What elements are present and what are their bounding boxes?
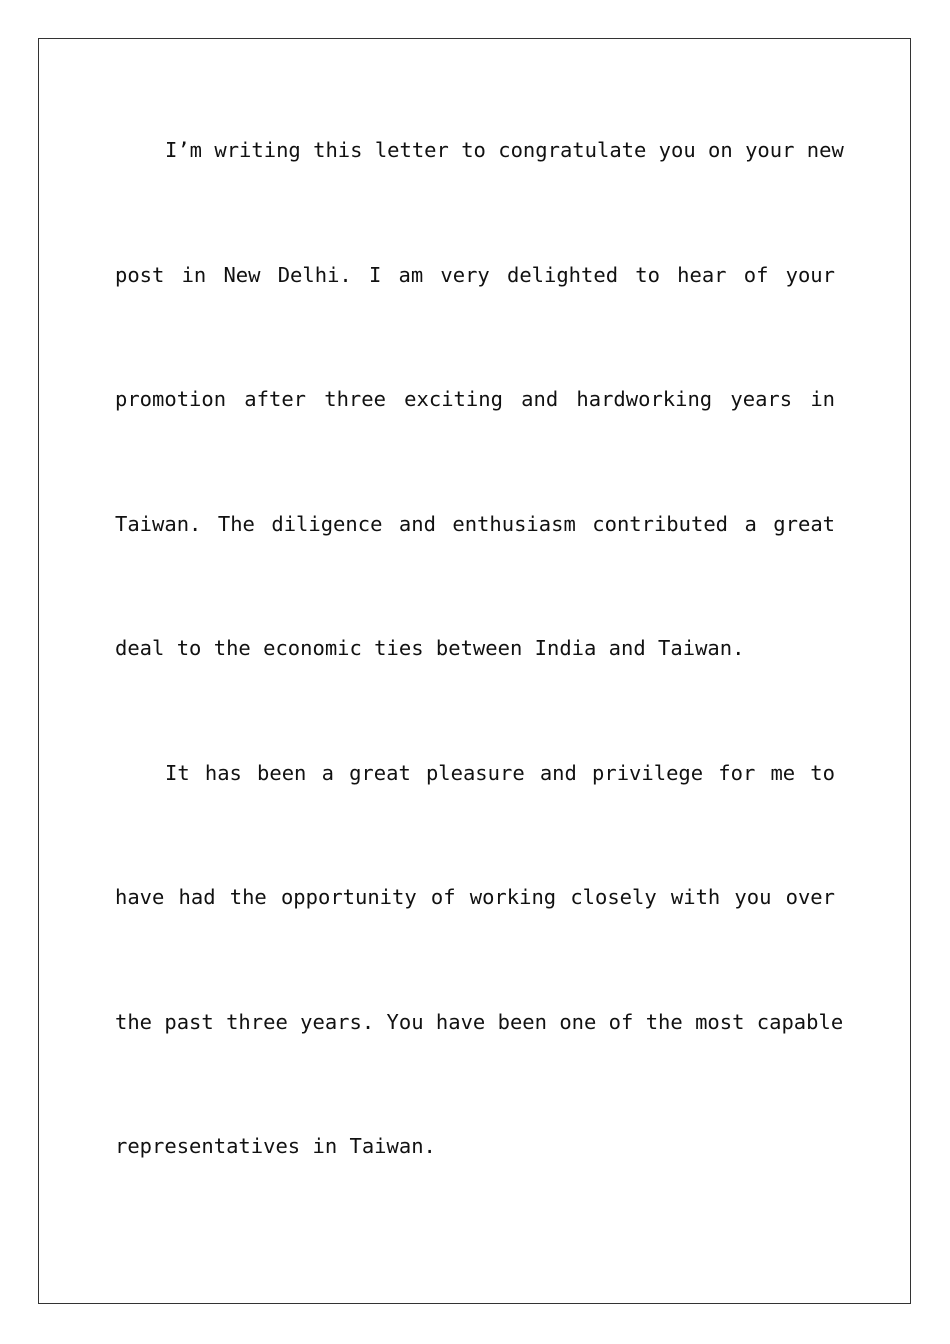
text-line: Taiwan. The diligence and enthusiasm contributed a great [115,512,835,536]
text-line: have had the opportunity of working closely with you over [115,885,835,909]
page-frame [38,38,911,1304]
text-line: promotion after three exciting and hardworking years in [115,387,835,411]
text-line: deal to the economic ties between India and Taiwan. [115,636,745,660]
text-line: the past three years. You have been one of the most capable [115,1010,844,1034]
text-line: It has been a great pleasure and privilege for me to [165,761,835,785]
text-line: I’m writing this letter to congratulate you on your new [165,138,844,162]
text-line: post in New Delhi. I am very delighted to hear of your [115,263,835,287]
text-line: representatives in Taiwan. [115,1134,436,1158]
